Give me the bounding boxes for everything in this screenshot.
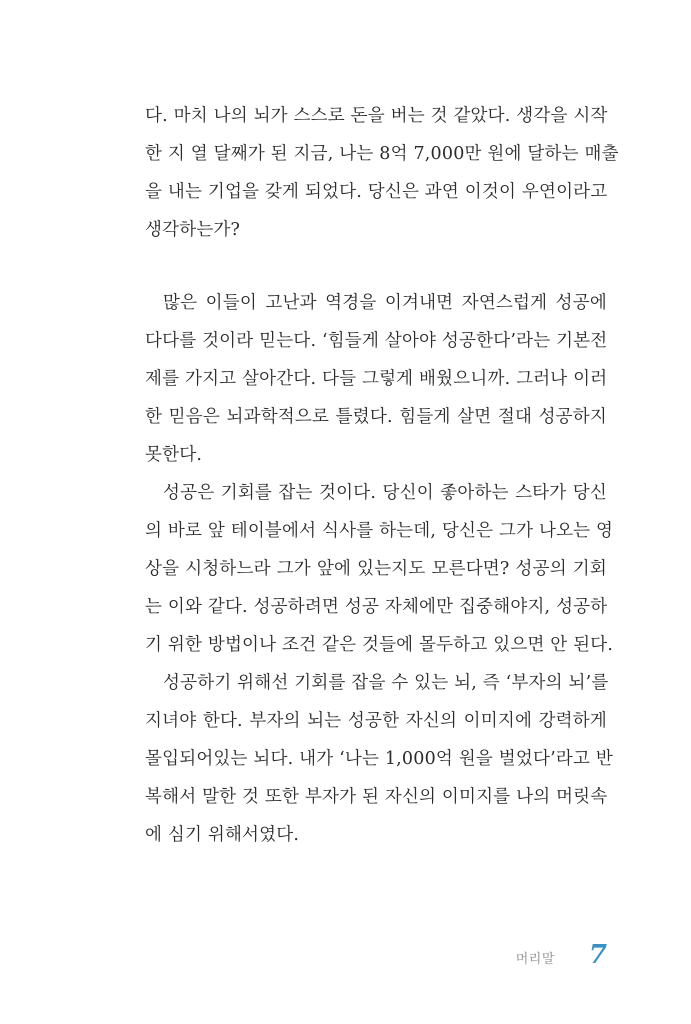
text-line: 기 위한 방법이나 조건 같은 것들에 몰두하고 있으면 안 된다. (145, 635, 614, 655)
text-block-bottom (145, 284, 614, 854)
text-line: 는 이와 같다. 성공하려면 성공 자체에만 집중해야지, 성공하 (145, 597, 608, 617)
text-line: 다다를 것이라 믿는다. ‘힘들게 살아야 성공한다’라는 기본전 (145, 331, 608, 351)
section-label: 머리말 (515, 952, 555, 967)
text-line: 한 믿음은 뇌과학적으로 틀렸다. 힘들게 살면 절대 성공하지 (145, 407, 607, 427)
text-line: 의 바로 앞 테이블에서 식사를 하는데, 당신은 그가 나오는 영 (145, 521, 614, 541)
text-block-top (145, 97, 619, 249)
text-line: 많은 이들이 고난과 역경을 이겨내면 자연스럽게 성공에 (163, 293, 607, 313)
text-line: 상을 시청하느라 그가 앞에 있는지도 모른다면? 성공의 기회 (145, 559, 607, 579)
page-footer (516, 940, 607, 980)
text-line: 몰입되어있는 뇌다. 내가 ‘나는 1,000억 원을 벌었다’라고 반 (145, 749, 613, 769)
text-line: 성공은 기회를 잡는 것이다. 당신이 좋아하는 스타가 당신 (163, 483, 607, 503)
text-line: 지녀야 한다. 부자의 뇌는 성공한 자신의 이미지에 강력하게 (145, 711, 607, 731)
text-line: 한 지 열 달째가 된 지금, 나는 8억 7,000만 원에 달하는 매출 (145, 144, 619, 164)
text-line: 제를 가지고 살아간다. 다들 그렇게 배웠으니까. 그러나 이러 (145, 369, 608, 389)
text-line: 을 내는 기업을 갖게 되었다. 당신은 과연 이것이 우연이라고 (145, 182, 608, 202)
text-line: 생각하는가? (145, 220, 241, 240)
text-line: 에 심기 위해서였다. (145, 825, 300, 845)
text-line: 성공하기 위해선 기회를 잡을 수 있는 뇌, 즉 ‘부자의 뇌’를 (163, 673, 609, 693)
text-line: 못한다. (145, 445, 203, 465)
text-line: 복해서 말한 것 또한 부자가 된 자신의 이미지를 나의 머릿속 (145, 787, 608, 807)
text-line: 다. 마치 나의 뇌가 스스로 돈을 버는 것 같았다. 생각을 시작 (145, 106, 608, 126)
page-number: 7 (588, 940, 607, 970)
